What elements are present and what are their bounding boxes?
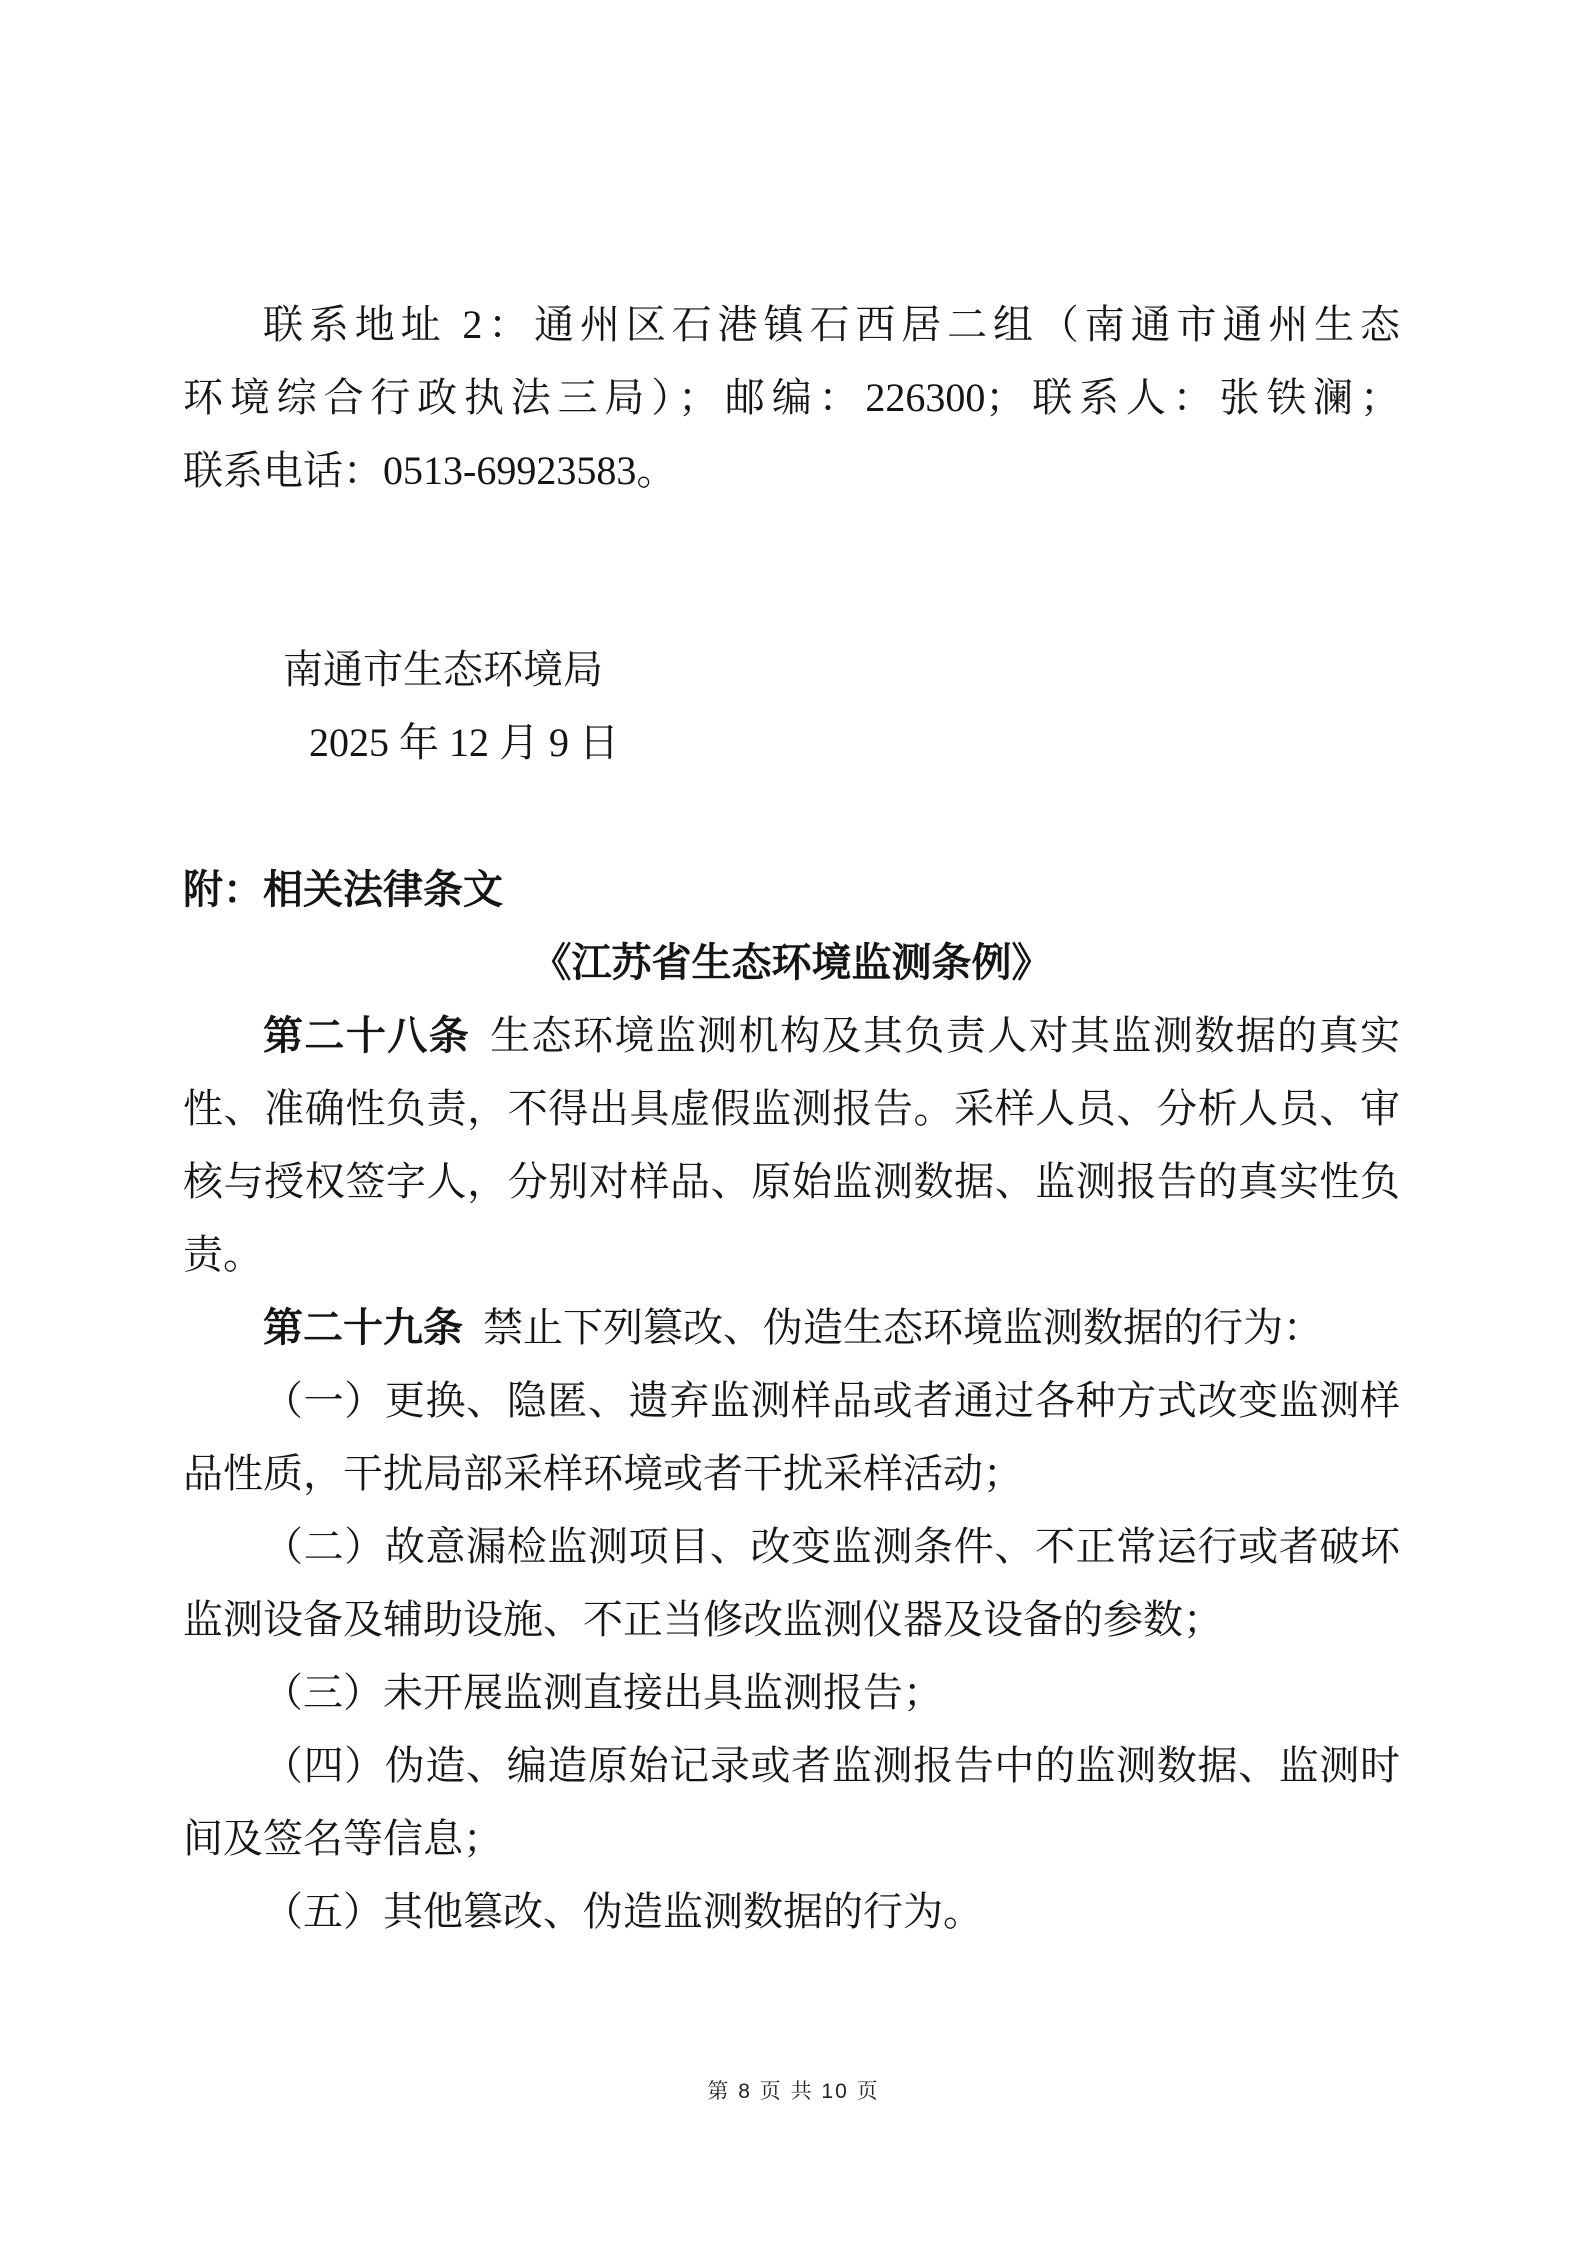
item-1-line-1: （一）更换、隐匿、遗弃监测样品或者通过各种方式改变监测样: [263, 1378, 1400, 1423]
article-29-label: 第二十九条: [263, 1305, 463, 1350]
attachment-heading: 附：相关法律条文: [183, 867, 503, 912]
item-1-line-2: 品性质，干扰局部采样环境或者干扰采样活动；: [183, 1451, 1023, 1496]
regulation-title: 《江苏省生态环境监测条例》: [531, 940, 1052, 985]
article-28-line-2: 性、准确性负责，不得出具虚假监测报告。采样人员、分析人员、审: [183, 1086, 1400, 1131]
item-5-line-1: （五）其他篡改、伪造监测数据的行为。: [263, 1889, 983, 1934]
article-28-line-3: 核与授权签字人，分别对样品、原始监测数据、监测报告的真实性负: [183, 1159, 1400, 1204]
signature-block: [283, 633, 1400, 779]
article-28-label: 第二十八条: [263, 1013, 471, 1058]
article-29-line-1: [183, 1291, 1400, 1364]
article-28-line-1: [183, 999, 1400, 1072]
item-4-line-2: 间及签名等信息；: [183, 1816, 503, 1861]
item-3-line-1: （三）未开展监测直接出具监测报告；: [263, 1670, 943, 1715]
article-28-text: 生态环境监测机构及其负责人对其监测数据的真实: [490, 1013, 1401, 1058]
article-28-line-4: 责。: [183, 1232, 263, 1277]
article-29-text: 禁止下列篡改、伪造生态环境监测数据的行为：: [483, 1305, 1323, 1350]
item-2-line-2: 监测设备及辅助设施、不正当修改监测仪器及设备的参数；: [183, 1597, 1223, 1642]
contact-paragraph-line-2: 环境综合行政执法三局）；邮编：226300；联系人：张铁澜；: [183, 375, 1400, 420]
item-4-line-1: （四）伪造、编造原始记录或者监测报告中的监测数据、监测时: [263, 1743, 1400, 1788]
page-number-indicator: 第 8 页 共 10 页: [707, 2080, 880, 2103]
signature-date: 2025 年 12 月 9 日: [309, 720, 619, 765]
contact-paragraph-line-3: 联系电话：0513-69923583。: [183, 448, 677, 493]
contact-paragraph-line-1: 联系地址 2：通州区石港镇石西居二组（南通市通州生态: [263, 302, 1400, 347]
signature-agency: 南通市生态环境局: [283, 647, 603, 692]
item-2-line-1: （二）故意漏检监测项目、改变监测条件、不正常运行或者破坏: [263, 1524, 1400, 1569]
